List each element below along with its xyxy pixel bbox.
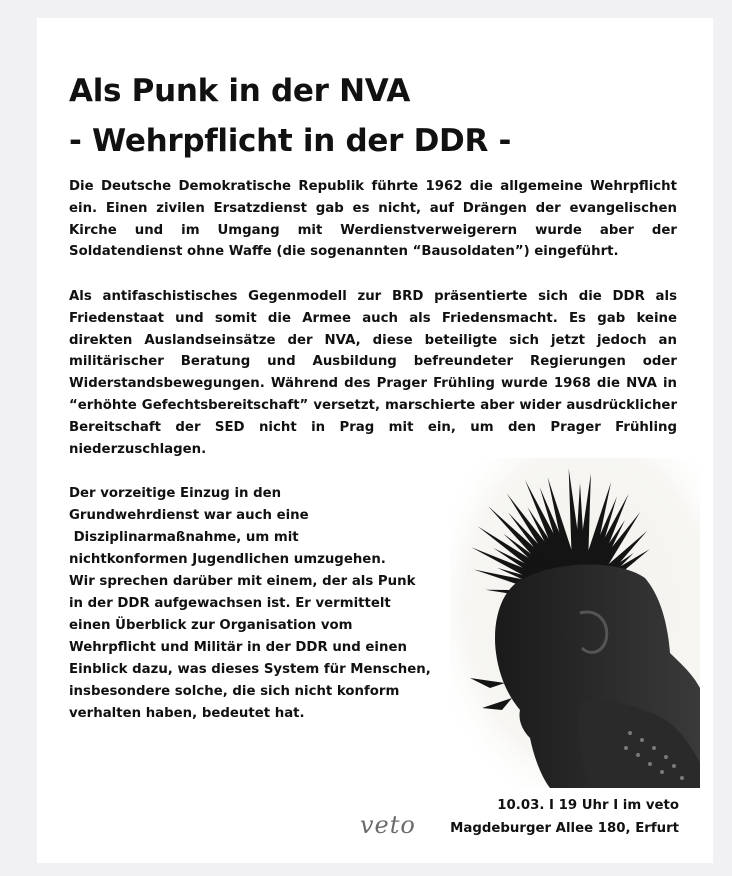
- description-line: Wir sprechen darüber mit einem, der als Punk: [69, 574, 416, 589]
- intro-paragraph: Die Deutsche Demokratische Republik führte 1962 die allgemeine Wehrpflicht ein. Einen zivilen Ersatzdienst gab es nicht, auf Drängen der evangelischen Kirche und im Umgang mit Werdienstverweigerern wurde aber der Soldatendienst ohne Waffe (die sogenannten “Bausoldaten”) eingeführt.: [69, 179, 677, 260]
- description-line: Einblick dazu, was dieses System für Menschen,: [69, 662, 431, 677]
- poster-title: [69, 66, 511, 166]
- veto-logo: veto: [360, 811, 416, 839]
- description-line: in der DDR aufgewachsen ist. Er vermittelt: [69, 596, 391, 611]
- event-poster: [37, 18, 713, 863]
- description-line: insbesondere solche, die sich nicht konform: [69, 684, 400, 699]
- punk-photo: [430, 448, 700, 788]
- event-address: Magdeburger Allee 180, Erfurt: [450, 821, 679, 836]
- description-line: Wehrpflicht und Militär in der DDR und einen: [69, 640, 407, 655]
- description-line: verhalten haben, bedeutet hat.: [69, 706, 305, 721]
- description-line: Disziplinarmaßnahme, um mit: [69, 530, 299, 545]
- description-line: Der vorzeitige Einzug in den: [69, 486, 282, 501]
- event-date-time: 10.03. I 19 Uhr I im veto: [497, 798, 679, 813]
- history-paragraph: Als antifaschistisches Gegenmodell zur BRD präsentierte sich die DDR als Friedenstaat und somit die Armee auch als Friedensmacht. Es gab keine direkten Auslandseinsätze der NVA, diese beteiligte sich jetzt jedoch an militärischer Beratung und Ausbildung befreundeter Regierungen oder Widerstandsbewegungen. Während des Prager Frühling wurde 1968 die NVA in “erhöhte Gefechtsbereitschaft” versetzt, marschierte aber wider ausdrücklicher Bereitschaft der SED nicht in Prag mit ein, um den Prager Frühling niederzuschlagen.: [69, 289, 677, 457]
- description-line: Grundwehrdienst war auch eine: [69, 508, 309, 523]
- title-line-1: Als Punk in der NVA: [69, 73, 411, 109]
- description-line: einen Überblick zur Organisation vom: [69, 618, 353, 633]
- event-description-paragraph: [69, 483, 441, 725]
- title-line-2: - Wehrpflicht in der DDR -: [69, 123, 512, 159]
- description-line: nichtkonformen Jugendlichen umzugehen.: [69, 552, 386, 567]
